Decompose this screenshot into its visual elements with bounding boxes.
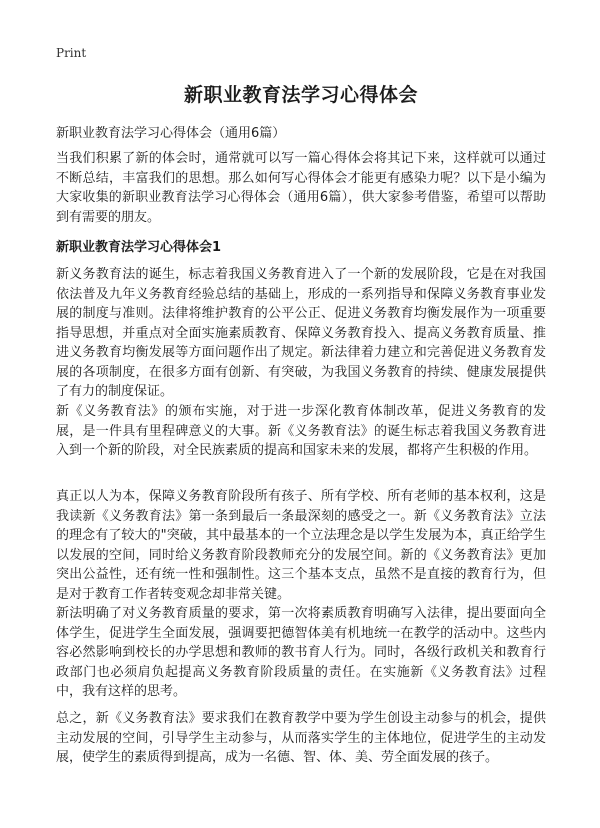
section-heading: 新职业教育法学习心得体会1 [56, 240, 222, 255]
intro-paragraph: 当我们积累了新的体会时，通常就可以写一篇心得体会将其记下来，这样就可以通过不断总结，丰富我们的思想。那么如何写心得体会才能更有感染力呢？以下是小编为大家收集的新职业教育法学习心得体会（通用6篇），供大家参考借鉴，希望可以帮助到有需要的朋友。 [56, 151, 546, 225]
body-paragraph-5: 总之，新《义务教育法》要求我们在教育教学中要为学生创设主动参与的机会，提供主动发展的空间，引导学生主动参与，从而落实学生的主体地位，促进学生的主动发展，使学生的素质得到提高，成为一名德、智、体、美、劳全面发展的孩子。 [56, 711, 546, 765]
body-paragraph-3: 真正以人为本，保障义务教育阶段所有孩子、所有学校、所有老师的基本权利，这是我读新《义务教育法》第一条到最后一条最深刻的感受之一。新《义务教育法》立法的理念有了较大的"突破，其中最基本的一个立法理念是以学生发展为本，真正给学生以发展的空间，同时给义务教育阶段教师充分的发展空间。新的《义务教育法》更加突出公益性，还有统一性和强制性。这三个基本支点，虽然不是直接的教育行为，但是对于教育工作者转变观念却非常关键。 [56, 489, 546, 602]
body-paragraph-4: 新法明确了对义务教育质量的要求，第一次将素质教育明确写入法律，提出要面向全体学生，促进学生全面发展，强调要把德智体美有机地统一在教学的活动中。这些内容必然影响到校长的办学思想和教师的教书育人行为。同时，各级行政机关和教育行政部门也必须肩负起提高义务教育阶段质量的责任。在实施新《义务教育法》过程中，我有这样的思考。 [56, 606, 546, 699]
body-paragraph-2: 新《义务教育法》的颁布实施，对于进一步深化教育体制改革，促进义务教育的发展，是一件具有里程碑意义的大事。新《义务教育法》的诞生标志着我国义务教育进入到一个新的阶段，对全民族素质的提高和国家未来的发展，都将产生积极的作用。 [56, 404, 546, 458]
print-link[interactable]: Print [56, 46, 87, 60]
document-subtitle: 新职业教育法学习心得体会（通用6篇） [56, 126, 286, 141]
body-paragraph-1: 新义务教育法的诞生，标志着我国义务教育进入了一个新的发展阶段，它是在对我国依法普及九年义务教育经验总结的基础上，形成的一系列指导和保障义务教育事业发展的制度与准则。法律将维护教育的公平公正、促进义务教育均衡发展作为一项重要指导思想，并重点对全面实施素质教育、保障义务教育投入、提高义务教育质量、推进义务教育均衡发展等方面问题作出了规定。新法律着力建立和完善促进义务教育发展的各项制度，在很多方面有创新、有突破，为我国义务教育的持续、健康发展提供了有力的制度保证。 [56, 267, 546, 399]
page-title: 新职业教育法学习心得体会 [183, 84, 418, 106]
